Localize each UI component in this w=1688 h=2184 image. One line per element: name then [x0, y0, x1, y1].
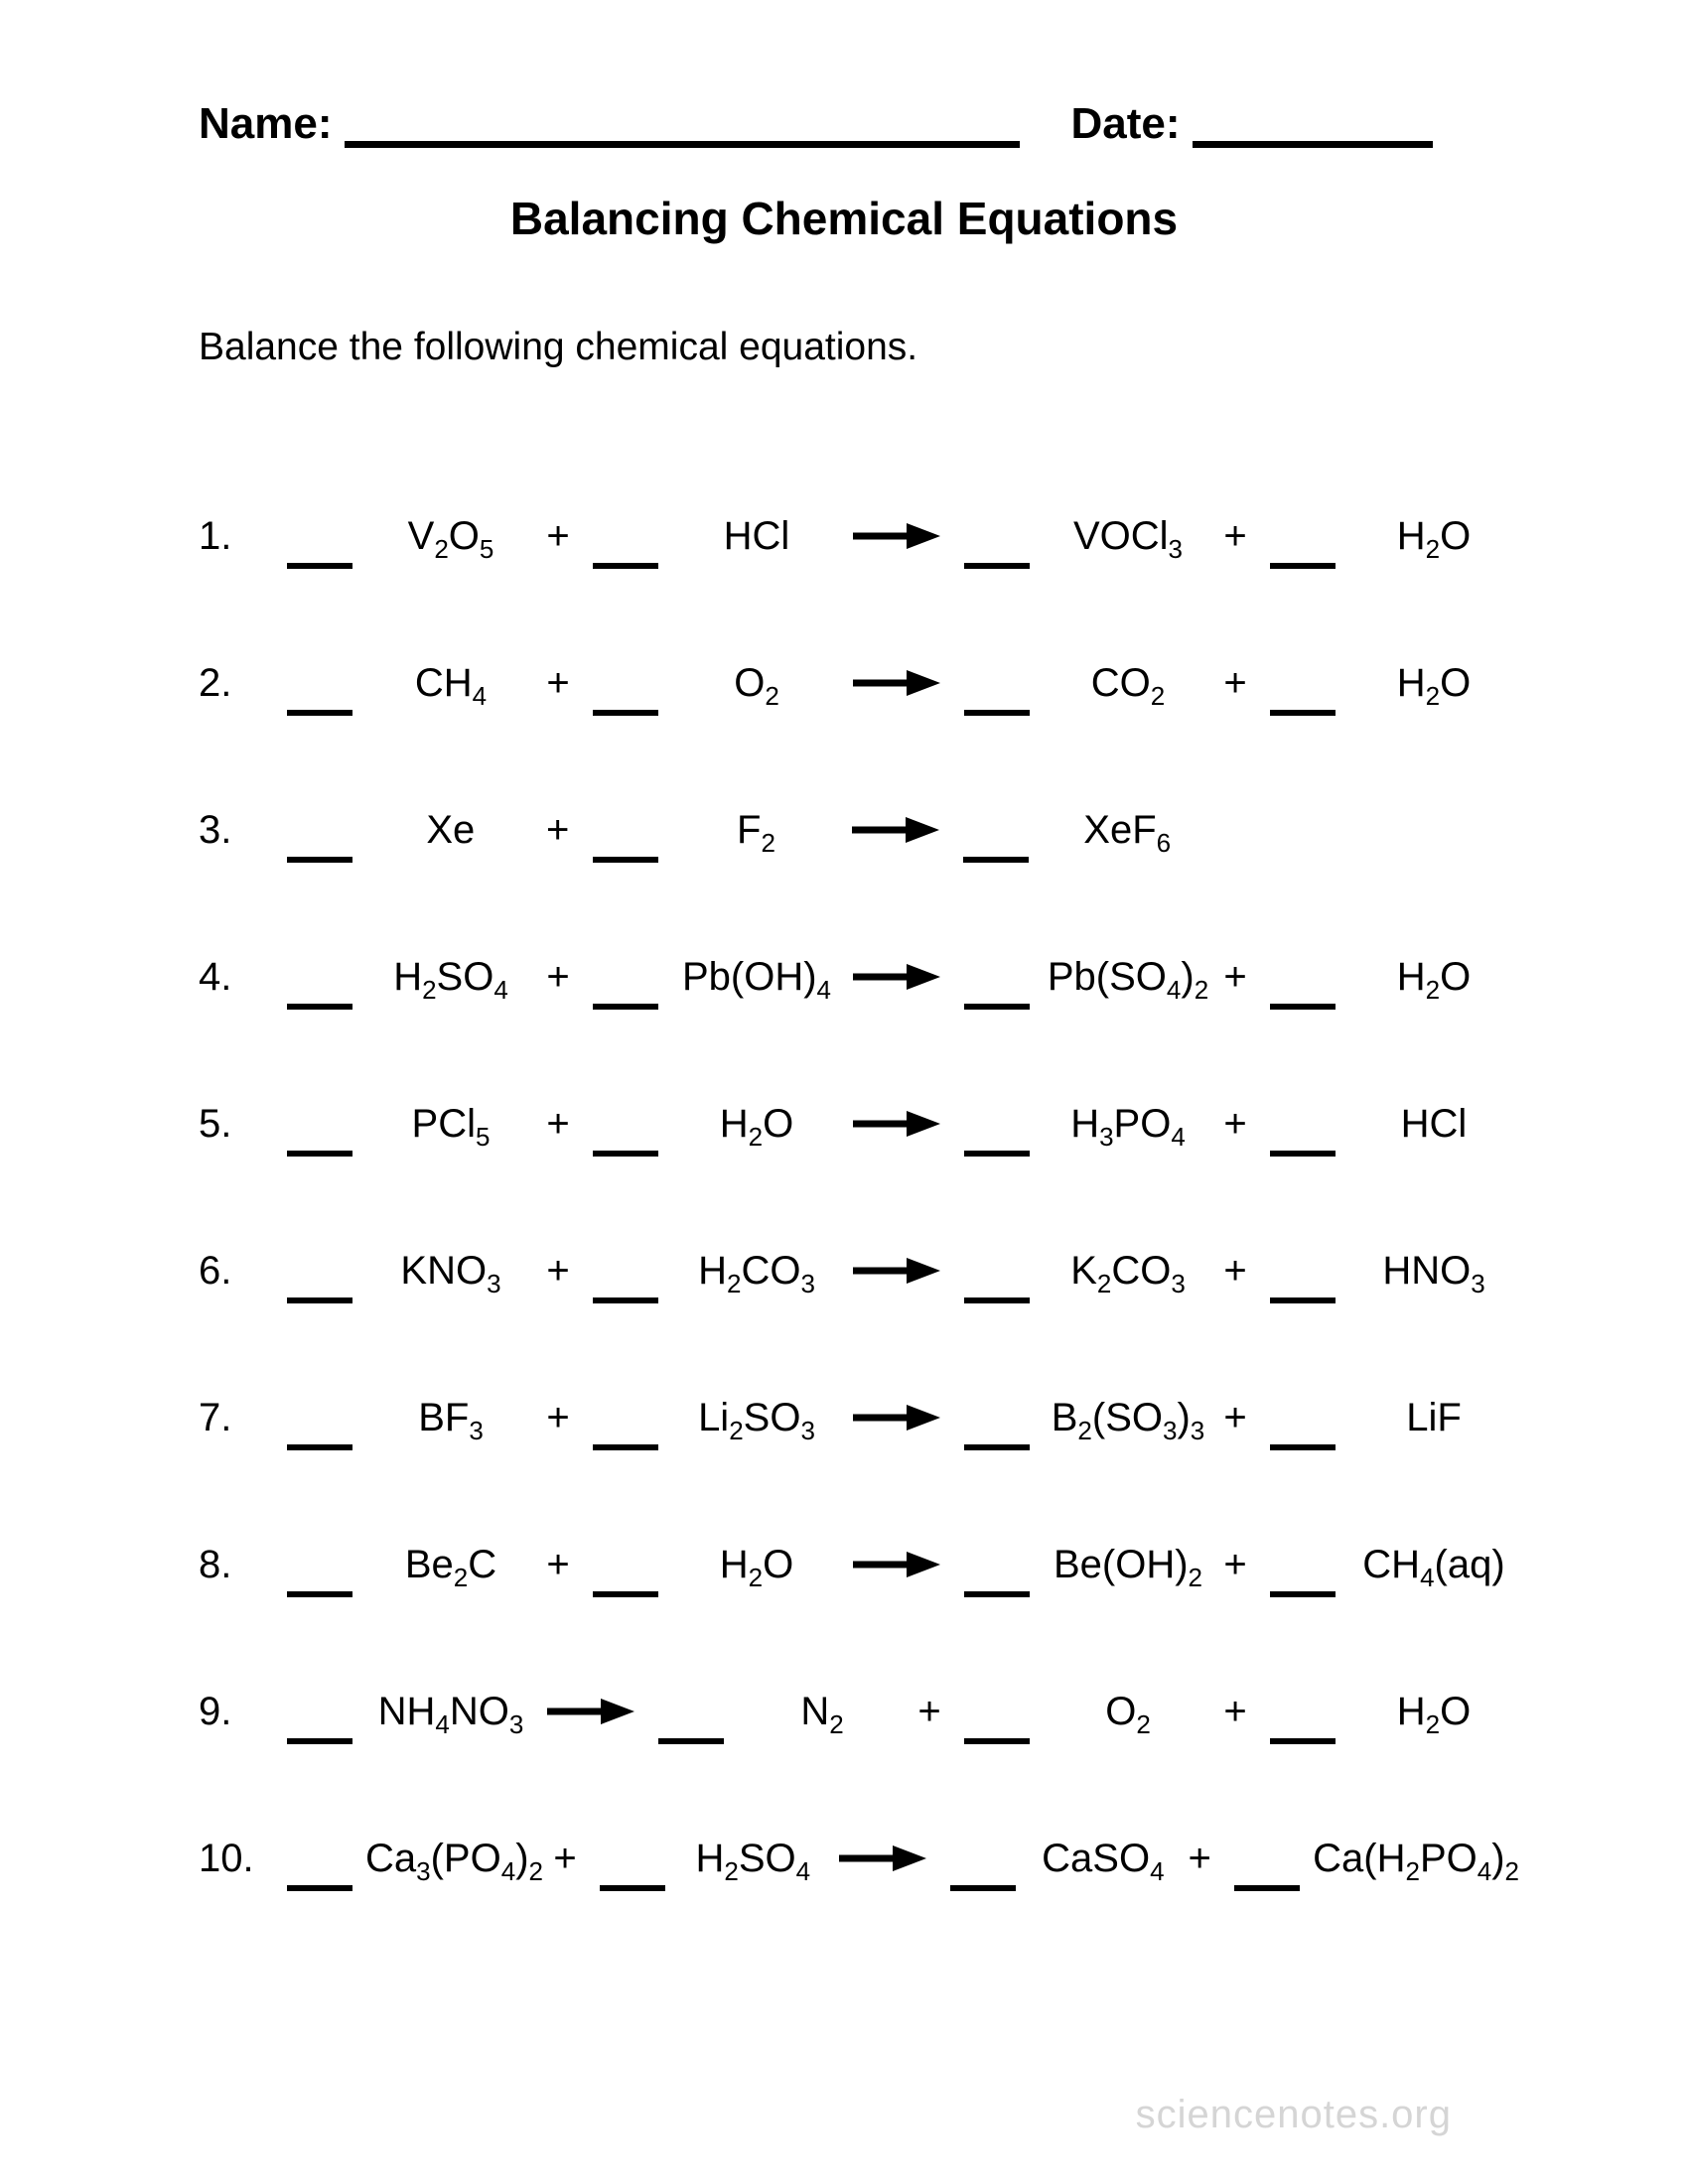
- right-arrow-icon: [828, 1844, 937, 1872]
- chemical-formula: $H_3PO_4$: [1070, 1101, 1186, 1152]
- answer-blank-line[interactable]: [1270, 680, 1336, 716]
- chemical-formula: $Be(OH)_2$: [1053, 1542, 1203, 1592]
- equation-number: 10.: [199, 1836, 254, 1880]
- answer-blank-line[interactable]: [287, 1855, 352, 1891]
- equation-row: [199, 1197, 1519, 1344]
- chemical-formula: $Li_2SO_3$: [698, 1395, 815, 1445]
- chemical-formula: PCl$_5$: [411, 1101, 491, 1152]
- plus-sign: +: [545, 807, 570, 852]
- plus-sign: +: [1223, 1542, 1247, 1586]
- plus-sign: +: [546, 513, 570, 558]
- chemical-formula: $H_2CO_3$: [698, 1248, 815, 1298]
- date-label: Date:: [1070, 98, 1181, 148]
- answer-blank[interactable]: [937, 1841, 1029, 1876]
- plus-sign: +: [546, 660, 570, 705]
- answer-blank[interactable]: [580, 665, 671, 701]
- answer-blank-line[interactable]: [287, 1562, 352, 1597]
- chemical-formula: $N_2$: [800, 1689, 844, 1739]
- answer-blank-line[interactable]: [287, 1121, 352, 1157]
- answer-blank[interactable]: [274, 959, 365, 995]
- answer-blank[interactable]: [274, 812, 365, 848]
- plus-sign: +: [546, 1101, 570, 1146]
- page-title: Balancing Chemical Equations: [509, 193, 1179, 244]
- name-input-line[interactable]: [345, 97, 1020, 148]
- answer-blank[interactable]: [951, 1694, 1043, 1729]
- plus-sign: +: [1223, 954, 1247, 999]
- equation-row: [199, 1638, 1519, 1785]
- equation-row: [199, 903, 1519, 1050]
- answer-blank-line[interactable]: [287, 1268, 352, 1303]
- answer-blank[interactable]: [580, 959, 671, 995]
- equation-number: 7.: [199, 1395, 232, 1439]
- chemical-formula: $HNO_3$: [1382, 1248, 1485, 1298]
- chemical-formula: $Pb(OH)_4$: [681, 954, 832, 1005]
- chemical-formula: LiF: [1406, 1395, 1462, 1439]
- equation-number: 5.: [199, 1101, 232, 1146]
- answer-blank[interactable]: [1257, 665, 1348, 701]
- answer-blank[interactable]: [274, 1547, 365, 1582]
- chemical-formula: $Ca(H_2PO_4)_2$: [1313, 1836, 1519, 1886]
- chemical-formula: HCl: [1400, 1101, 1468, 1146]
- chemical-formula: $H_2O$: [1396, 513, 1472, 564]
- right-arrow-icon: [842, 522, 951, 550]
- answer-blank[interactable]: [951, 665, 1043, 701]
- plus-sign: +: [546, 1248, 570, 1293]
- right-arrow-icon: [842, 1404, 951, 1432]
- answer-blank[interactable]: [951, 518, 1043, 554]
- plus-sign: +: [546, 1542, 570, 1586]
- chemical-formula: HCl: [723, 513, 790, 558]
- answer-blank[interactable]: [274, 1106, 365, 1142]
- answer-blank[interactable]: [274, 1841, 365, 1876]
- answer-blank[interactable]: [951, 959, 1043, 995]
- answer-blank-line[interactable]: [1234, 1855, 1300, 1891]
- answer-blank[interactable]: [274, 518, 365, 554]
- equation-number: 3.: [199, 807, 232, 852]
- answer-blank-line[interactable]: [964, 1415, 1030, 1450]
- plus-sign: +: [1223, 1395, 1247, 1439]
- answer-blank[interactable]: [1257, 1106, 1348, 1142]
- chemical-formula: $H_2SO_4$: [393, 954, 508, 1005]
- answer-blank-line[interactable]: [1270, 1121, 1336, 1157]
- answer-blank-line[interactable]: [287, 533, 352, 569]
- chemical-formula: $Be_2C$: [404, 1542, 497, 1592]
- answer-blank-line[interactable]: [964, 680, 1030, 716]
- answer-blank[interactable]: [580, 1400, 671, 1435]
- plus-sign: +: [1223, 513, 1247, 558]
- right-arrow-icon: [842, 669, 951, 697]
- answer-blank-line[interactable]: [964, 1562, 1030, 1597]
- answer-blank-line[interactable]: [964, 1121, 1030, 1157]
- answer-blank[interactable]: [274, 1400, 365, 1435]
- answer-blank-line[interactable]: [593, 1268, 658, 1303]
- answer-blank-line[interactable]: [964, 974, 1030, 1010]
- answer-blank-line[interactable]: [287, 1415, 352, 1450]
- answer-blank-line[interactable]: [287, 827, 352, 863]
- chemical-formula: $O_2$: [1105, 1689, 1151, 1739]
- answer-blank[interactable]: [580, 1106, 671, 1142]
- answer-blank-line[interactable]: [1270, 1415, 1336, 1450]
- answer-blank-line[interactable]: [593, 1415, 658, 1450]
- chemical-formula: $Ca_3(PO_4)_2$: [365, 1836, 543, 1886]
- answer-blank[interactable]: [274, 665, 365, 701]
- answer-blank[interactable]: [951, 1547, 1043, 1582]
- answer-blank[interactable]: [645, 1694, 737, 1729]
- right-arrow-icon: [536, 1698, 645, 1725]
- equation-row: [199, 610, 1519, 756]
- right-arrow-icon: [842, 1110, 951, 1138]
- answer-blank[interactable]: [580, 1547, 671, 1582]
- answer-blank[interactable]: [1257, 1547, 1348, 1582]
- answer-blank[interactable]: [274, 1253, 365, 1289]
- plus-sign: +: [1223, 1689, 1247, 1733]
- plus-sign: +: [546, 1395, 570, 1439]
- plus-sign: +: [1223, 1248, 1247, 1293]
- equation-number: 4.: [199, 954, 232, 999]
- chemical-formula: $CH_4(aq)$: [1362, 1542, 1505, 1592]
- right-arrow-icon: [841, 816, 950, 844]
- equation-number: 6.: [199, 1248, 232, 1293]
- plus-sign: +: [553, 1836, 577, 1880]
- plus-sign: +: [1223, 1101, 1247, 1146]
- equation-number: 1.: [199, 513, 232, 558]
- chemical-formula: $H_2O$: [1396, 660, 1472, 711]
- header: [199, 97, 1484, 148]
- answer-blank[interactable]: [1221, 1841, 1313, 1876]
- answer-blank[interactable]: [580, 518, 671, 554]
- answer-blank-line[interactable]: [593, 533, 658, 569]
- date-input-line[interactable]: [1193, 97, 1433, 148]
- answer-blank-line[interactable]: [600, 1855, 665, 1891]
- plus-sign: +: [546, 954, 570, 999]
- answer-blank-line[interactable]: [593, 1121, 658, 1157]
- equation-row: [199, 1050, 1519, 1197]
- chemical-formula: $H_2SO_4$: [695, 1836, 811, 1886]
- chemical-formula: $H_2O$: [1396, 1689, 1472, 1739]
- footer-watermark: sciencenotes.org: [1135, 2093, 1452, 2136]
- answer-blank-line[interactable]: [1270, 1268, 1336, 1303]
- answer-blank-line[interactable]: [964, 1708, 1030, 1744]
- chemical-formula: $BF_3$: [418, 1395, 484, 1445]
- answer-blank[interactable]: [587, 1841, 678, 1876]
- answer-blank[interactable]: [951, 1253, 1043, 1289]
- answer-blank-line[interactable]: [1270, 1708, 1336, 1744]
- answer-blank-line[interactable]: [593, 827, 658, 863]
- answer-blank-line[interactable]: [1270, 1562, 1336, 1597]
- answer-blank[interactable]: [950, 812, 1042, 848]
- answer-blank[interactable]: [1257, 1400, 1348, 1435]
- answer-blank[interactable]: [1257, 1694, 1348, 1729]
- chemical-formula: VOCl$_3$: [1072, 513, 1184, 564]
- answer-blank[interactable]: [1257, 518, 1348, 554]
- equation-row: [199, 1785, 1519, 1932]
- answer-blank-line[interactable]: [287, 1708, 352, 1744]
- chemical-formula: $NH_4NO_3$: [377, 1689, 524, 1739]
- chemical-formula: $V_2O_5$: [407, 513, 494, 564]
- chemical-formula: $Pb(SO_4)_2$: [1047, 954, 1209, 1005]
- answer-blank[interactable]: [1257, 1253, 1348, 1289]
- chemical-formula: $F_2$: [737, 807, 775, 858]
- answer-blank-line[interactable]: [287, 680, 352, 716]
- plus-sign: +: [917, 1689, 941, 1733]
- answer-blank-line[interactable]: [1270, 533, 1336, 569]
- answer-blank[interactable]: [580, 1253, 671, 1289]
- equations-list: [199, 463, 1519, 1932]
- equation-row: [199, 1344, 1519, 1491]
- equation-row: [199, 463, 1519, 610]
- answer-blank-line[interactable]: [593, 1562, 658, 1597]
- chemical-formula: $CH_4$: [414, 660, 488, 711]
- answer-blank-line[interactable]: [950, 1855, 1016, 1891]
- instruction-text: Balance the following chemical equations.: [199, 326, 918, 368]
- equation-row: [199, 1491, 1519, 1638]
- answer-blank[interactable]: [580, 812, 671, 848]
- answer-blank-line[interactable]: [964, 533, 1030, 569]
- chemical-formula: $H_2O$: [1396, 954, 1472, 1005]
- answer-blank-line[interactable]: [963, 827, 1029, 863]
- equation-row: [199, 756, 1519, 903]
- chemical-formula: $CO_2$: [1090, 660, 1166, 711]
- answer-blank-line[interactable]: [593, 680, 658, 716]
- answer-blank-line[interactable]: [964, 1268, 1030, 1303]
- chemical-formula: $B_2(SO_3)_3$: [1051, 1395, 1205, 1445]
- answer-blank-line[interactable]: [287, 974, 352, 1010]
- answer-blank[interactable]: [1257, 959, 1348, 995]
- answer-blank-line[interactable]: [1270, 974, 1336, 1010]
- chemical-formula: $O_2$: [734, 660, 779, 711]
- equation-number: 9.: [199, 1689, 232, 1733]
- chemical-formula: Xe: [426, 807, 476, 852]
- answer-blank-line[interactable]: [658, 1708, 724, 1744]
- chemical-formula: XeF$_6$: [1083, 807, 1172, 858]
- name-label: Name:: [199, 98, 333, 148]
- chemical-formula: $H_2O$: [719, 1101, 794, 1152]
- right-arrow-icon: [842, 1551, 951, 1578]
- chemical-formula: CaSO$_4$: [1042, 1836, 1165, 1886]
- chemical-formula: $H_2O$: [719, 1542, 794, 1592]
- chemical-formula: $KNO_3$: [400, 1248, 501, 1298]
- answer-blank[interactable]: [951, 1400, 1043, 1435]
- chemical-formula: $K_2CO_3$: [1070, 1248, 1186, 1298]
- answer-blank[interactable]: [274, 1694, 365, 1729]
- right-arrow-icon: [842, 1257, 951, 1285]
- answer-blank-line[interactable]: [593, 974, 658, 1010]
- equation-number: 2.: [199, 660, 232, 705]
- answer-blank[interactable]: [951, 1106, 1043, 1142]
- right-arrow-icon: [842, 963, 951, 991]
- equation-number: 8.: [199, 1542, 232, 1586]
- plus-sign: +: [1223, 660, 1247, 705]
- plus-sign: +: [1188, 1836, 1211, 1880]
